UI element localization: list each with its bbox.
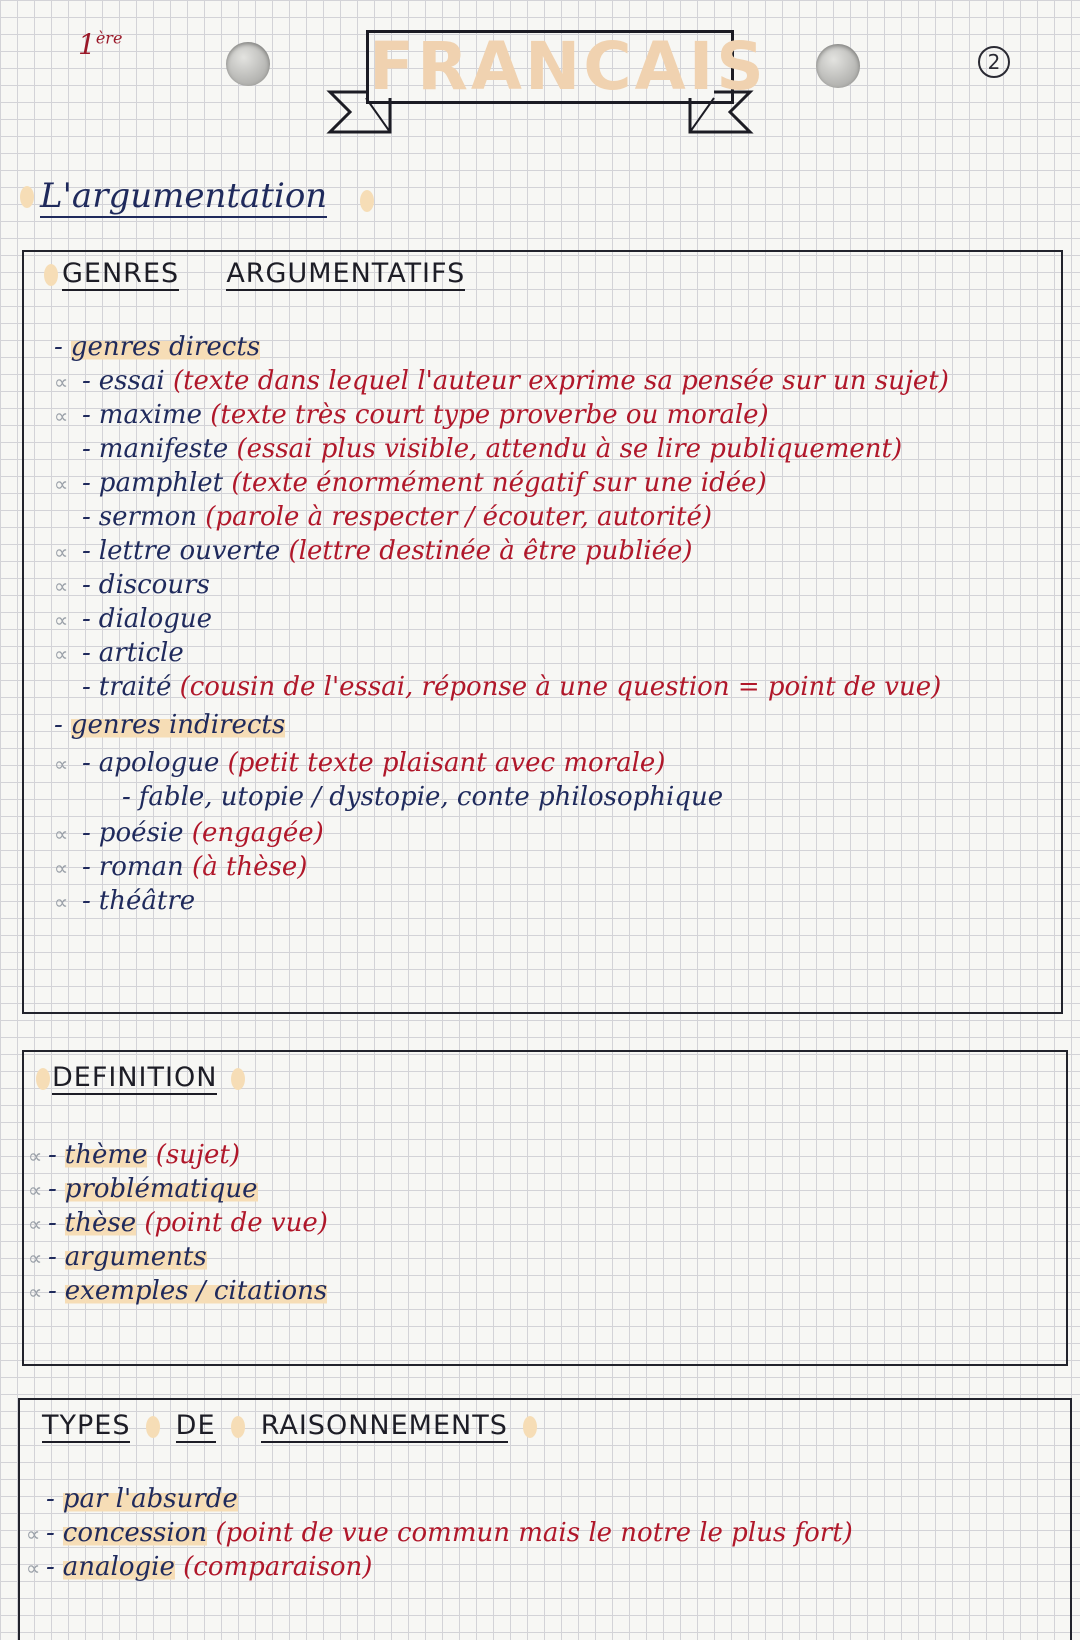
indirect-genres-label: - genres indirects — [54, 710, 286, 740]
list-item: - théâtre — [82, 886, 196, 916]
list-item: - essai (texte dans lequel l'auteur exprime sa pensée sur un sujet) — [82, 366, 949, 396]
highlight-dot — [360, 190, 374, 212]
binder-hole — [226, 42, 270, 86]
list-item: - article — [82, 638, 184, 668]
list-item: - thèse (point de vue) — [48, 1208, 328, 1238]
list-item: - dialogue — [82, 604, 213, 634]
list-item: - maxime (texte très court type proverbe ou morale) — [82, 400, 769, 430]
list-item: - fable, utopie / dystopie, conte philosophique — [122, 782, 724, 812]
definition-section: DEFINITION ∝ - thème (sujet) ∝ - problématique ∝ - thèse (point de vue) ∝ - arguments ∝ - exemples / citations — [22, 1050, 1068, 1366]
list-item: - par l'absurde — [46, 1484, 238, 1514]
list-item: - exemples / citations — [48, 1276, 328, 1306]
page-title: FRANCAIS — [369, 28, 767, 105]
raisonnements-section: TYPES DE RAISONNEMENTS - par l'absurde ∝ - concession (point de vue commun mais le notre le plus fort) ∝ - analogie (comparaison) — [18, 1398, 1072, 1640]
main-title: L'argumentation — [40, 176, 328, 216]
list-item: - analogie (comparaison) — [46, 1552, 373, 1582]
list-item: - discours — [82, 570, 210, 600]
genres-heading: GENRES ARGUMENTATIFS — [62, 258, 465, 289]
ribbon-tails-icon — [320, 90, 760, 140]
list-item: - thème (sujet) — [48, 1140, 240, 1170]
highlight-dot — [20, 186, 34, 208]
class-level: 1ère — [78, 28, 123, 61]
list-item: - pamphlet (texte énormément négatif sur une idée) — [82, 468, 767, 498]
list-item: - traité (cousin de l'essai, réponse à une question = point de vue) — [82, 672, 942, 702]
definition-heading: DEFINITION — [52, 1062, 217, 1093]
list-item: - problématique — [48, 1174, 258, 1204]
direct-genres-label: - genres directs — [54, 332, 261, 362]
raisonnements-heading: TYPES DE RAISONNEMENTS — [42, 1410, 537, 1441]
list-item: - arguments — [48, 1242, 207, 1272]
list-item: - manifeste (essai plus visible, attendu à se lire publiquement) — [82, 434, 903, 464]
list-item: - lettre ouverte (lettre destinée à être publiée) — [82, 536, 693, 566]
genres-section: GENRES ARGUMENTATIFS - genres directs ∝ - essai (texte dans lequel l'auteur exprime sa pensée sur un sujet) ∝ - maxime (texte très court type proverbe ou morale) - manifeste (essai plus visible, attendu à se lire publiquement) ∝ - pamphlet (texte énormément négatif sur une idée) - sermon (parole à respecter / écouter, autorité) ∝ - lettre ouverte (lettre destinée à être publiée) ∝ - discours ∝ - dialogue ∝ - article - traité (cousin de l'essai, réponse à une question = point de vue) - genres indirects ∝ - apologue (petit texte plaisant avec morale) - fable, utopie / dystopie, conte philosophique ∝ - poésie (engagée) ∝ - roman (à thèse) ∝ - théâtre — [22, 250, 1063, 1014]
list-item: - poésie (engagée) — [82, 818, 324, 848]
list-item: - concession (point de vue commun mais le notre le plus fort) — [46, 1518, 853, 1548]
binder-hole — [816, 44, 860, 88]
list-item: - sermon (parole à respecter / écouter, autorité) — [82, 502, 713, 532]
list-item: - apologue (petit texte plaisant avec morale) — [82, 748, 666, 778]
list-item: - roman (à thèse) — [82, 852, 308, 882]
page-number: 2 — [978, 46, 1010, 78]
